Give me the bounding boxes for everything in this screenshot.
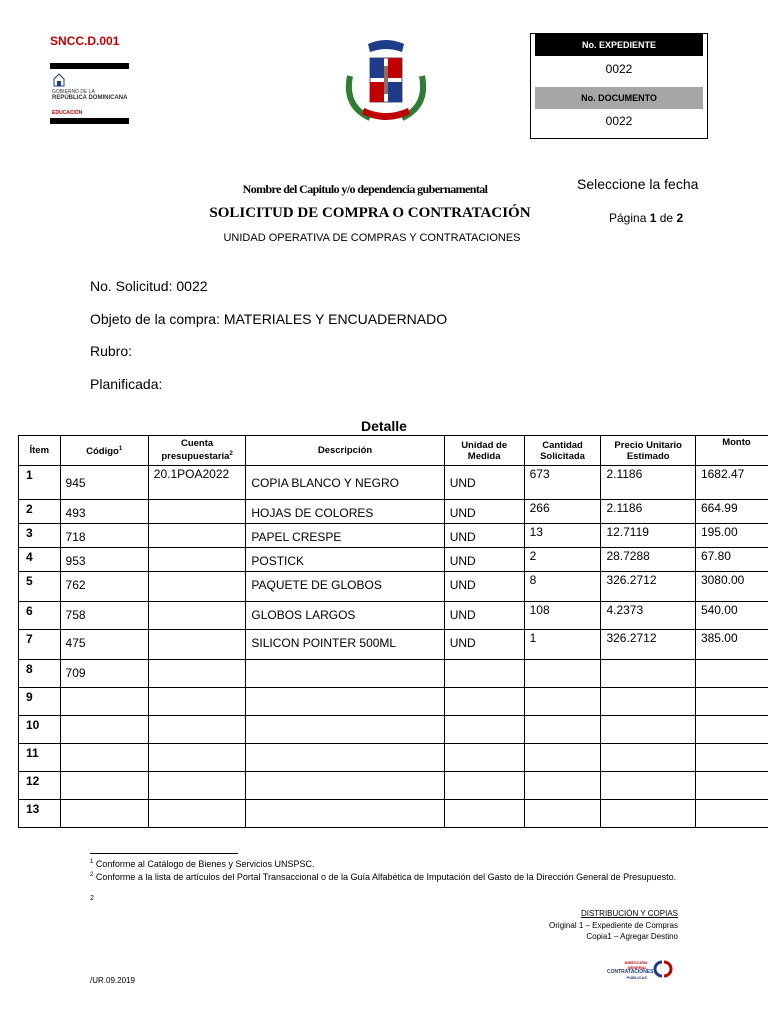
cell-unidad: UND (444, 630, 524, 660)
cell-unidad: UND (444, 602, 524, 630)
cell-precio (601, 744, 695, 772)
cell-unidad (444, 744, 524, 772)
header-unidad: Unidad de Medida (444, 436, 524, 466)
cell-cantidad: 13 (524, 524, 601, 548)
cell-precio: 326.2712 (601, 630, 695, 660)
footer-logo-line-2: CONTRATACIONES (607, 969, 654, 975)
detalle-title: Detalle (361, 418, 407, 434)
cell-monto: 540.00 (695, 602, 768, 630)
detalle-table (18, 435, 768, 828)
table-header-row (19, 436, 768, 466)
header-descripcion: Descripción (246, 436, 444, 466)
cell-cantidad: 673 (524, 466, 601, 500)
cell-precio: 2.1186 (601, 466, 695, 500)
cell-descripcion: SILICON POINTER 500ML (246, 630, 444, 660)
documento-label: No. DOCUMENTO (535, 87, 703, 109)
cell-unidad: UND (444, 466, 524, 500)
cell-monto: 1682.47 (695, 466, 768, 500)
cell-cuenta (148, 800, 246, 828)
cell-precio: 12.7119 (601, 524, 695, 548)
cell-item: 11 (19, 744, 61, 772)
cell-monto: 385.00 (695, 630, 768, 660)
rubro-field: Rubro: (90, 343, 133, 359)
page-subtitle: UNIDAD OPERATIVA DE COMPRAS Y CONTRATACIONES (223, 232, 521, 244)
table-row (19, 660, 768, 688)
table-row (19, 572, 768, 602)
cell-cantidad: 108 (524, 602, 601, 630)
table-row (19, 688, 768, 716)
expediente-label: No. EXPEDIENTE (535, 34, 703, 56)
cell-descripcion (246, 744, 444, 772)
cell-item: 6 (19, 602, 61, 630)
cell-item: 1 (19, 466, 61, 500)
footer-logo-line-3: PÚBLICAS (626, 975, 647, 980)
cell-monto (695, 744, 768, 772)
cell-codigo: 758 (60, 602, 148, 630)
expediente-value: 0022 (605, 62, 633, 76)
cell-cuenta (148, 548, 246, 572)
page-title: SOLICITUD DE COMPRA O CONTRATACIÓN (209, 205, 531, 221)
cell-descripcion (246, 800, 444, 828)
cell-descripcion: COPIA BLANCO Y NEGRO (246, 466, 444, 500)
cell-precio (601, 660, 695, 688)
cell-precio: 326.2712 (601, 572, 695, 602)
cell-cuenta (148, 524, 246, 548)
logo-line-2: REPÚBLICA DOMINICANA (52, 95, 128, 101)
cell-codigo: 493 (60, 500, 148, 524)
table-row (19, 630, 768, 660)
cell-item: 7 (19, 630, 61, 660)
cell-cuenta: 20.1POA2022 (148, 466, 246, 500)
cell-descripcion: HOJAS DE COLORES (246, 500, 444, 524)
logo-bar-bottom (50, 118, 129, 124)
table-row (19, 524, 768, 548)
cell-cuenta (148, 660, 246, 688)
cell-monto (695, 688, 768, 716)
cell-monto (695, 800, 768, 828)
cell-precio (601, 688, 695, 716)
cell-item: 5 (19, 572, 61, 602)
cell-codigo: 953 (60, 548, 148, 572)
table-row (19, 548, 768, 572)
cell-codigo: 475 (60, 630, 148, 660)
documento-value: 0022 (605, 114, 633, 128)
cell-unidad (444, 800, 524, 828)
cell-monto (695, 772, 768, 800)
cell-descripcion (246, 660, 444, 688)
cell-item: 8 (19, 660, 61, 688)
cell-codigo (60, 772, 148, 800)
footnote-1: $^1$ Conforme al Catálogo de Bienes y Servicios UNSPSC. (90, 859, 315, 869)
cell-unidad: UND (444, 500, 524, 524)
cell-cuenta (148, 602, 246, 630)
cell-cantidad: 1 (524, 630, 601, 660)
cell-descripcion: POSTICK (246, 548, 444, 572)
cell-codigo (60, 800, 148, 828)
cell-item: 4 (19, 548, 61, 572)
cell-cuenta (148, 744, 246, 772)
cell-codigo: 945 (60, 466, 148, 500)
cell-unidad: UND (444, 548, 524, 572)
distribution-line-2: Copia1 – Agregar Destino (586, 932, 678, 941)
cell-unidad (444, 716, 524, 744)
cell-cuenta (148, 688, 246, 716)
cell-monto: 3080.00 (695, 572, 768, 602)
form-code: SNCC.D.001 (50, 34, 120, 48)
footnote-2: $^2$ Conforme a la lista de artículos del Portal Transaccional o de la Guía Alfabética de Imputación del Gasto de la Dirección General de Presupuesto. (90, 872, 677, 882)
cell-unidad (444, 772, 524, 800)
cell-precio (601, 772, 695, 800)
cell-cantidad: 266 (524, 500, 601, 524)
cell-precio (601, 716, 695, 744)
cell-precio: 4.2373 (601, 602, 695, 630)
cell-cantidad (524, 660, 601, 688)
cell-item: 10 (19, 716, 61, 744)
page-number (609, 211, 683, 225)
cell-monto: 67.80 (695, 548, 768, 572)
cell-descripcion (246, 688, 444, 716)
cell-codigo (60, 744, 148, 772)
table-row (19, 800, 768, 828)
header-monto: Monto (695, 436, 768, 466)
page-sep: de (659, 211, 674, 225)
cp-logo-icon (650, 959, 676, 979)
cell-cantidad (524, 716, 601, 744)
cell-descripcion: PAPEL CRESPE (246, 524, 444, 548)
cell-unidad (444, 688, 524, 716)
cell-monto (695, 716, 768, 744)
cell-precio (601, 800, 695, 828)
logo-line-1: GOBIERNO DE LA (52, 89, 95, 95)
cell-codigo (60, 716, 148, 744)
cell-cantidad (524, 772, 601, 800)
cell-item: 3 (19, 524, 61, 548)
header-codigo: Código$^1$ (60, 436, 148, 466)
footer-code: /UR.09.2019 (90, 976, 135, 985)
cell-descripcion (246, 772, 444, 800)
table-row (19, 602, 768, 630)
cell-descripcion: GLOBOS LARGOS (246, 602, 444, 630)
cell-item: 12 (19, 772, 61, 800)
cell-monto (695, 660, 768, 688)
footnote-separator (90, 853, 238, 854)
cell-codigo: 762 (60, 572, 148, 602)
cell-unidad: UND (444, 524, 524, 548)
cell-cantidad (524, 800, 601, 828)
expediente-box (530, 33, 708, 139)
cell-descripcion: PAQUETE DE GLOBOS (246, 572, 444, 602)
page-current: 1 (649, 211, 657, 225)
solicitud-field: No. Solicitud: 0022 (90, 278, 208, 294)
cell-descripcion (246, 716, 444, 744)
cell-cuenta (148, 630, 246, 660)
cell-unidad (444, 660, 524, 688)
cell-cantidad: 8 (524, 572, 601, 602)
cell-cantidad (524, 688, 601, 716)
cell-item: 9 (19, 688, 61, 716)
header-cuenta: Cuenta presupuestaria$^2$ (148, 436, 246, 466)
cell-monto: 195.00 (695, 524, 768, 548)
cell-cantidad (524, 744, 601, 772)
table-row (19, 500, 768, 524)
cell-precio: 28.7288 (601, 548, 695, 572)
cell-item: 2 (19, 500, 61, 524)
contrataciones-publicas-logo (607, 958, 677, 980)
cell-cuenta (148, 500, 246, 524)
table-row (19, 716, 768, 744)
page-prefix: Página (609, 211, 647, 225)
cell-codigo: 709 (60, 660, 148, 688)
cell-codigo (60, 688, 148, 716)
cell-cuenta (148, 572, 246, 602)
cell-codigo: 718 (60, 524, 148, 548)
cell-monto: 664.99 (695, 500, 768, 524)
table-row (19, 744, 768, 772)
cell-unidad: UND (444, 572, 524, 602)
objeto-field: Objeto de la compra: MATERIALES Y ENCUADERNADO (90, 311, 448, 327)
distribution-title: DISTRIBUCIÓN Y COPIAS (580, 909, 678, 918)
logo-department: EDUCACIÓN (52, 110, 83, 116)
header-cantidad: Cantidad Solicitada (524, 436, 601, 466)
table-row (19, 466, 768, 500)
cell-cantidad: 2 (524, 548, 601, 572)
date-selector[interactable]: Seleccione la fecha (577, 176, 699, 192)
cell-precio: 2.1186 (601, 500, 695, 524)
table-row (19, 772, 768, 800)
cell-item: 13 (19, 800, 61, 828)
cell-cuenta (148, 772, 246, 800)
header-item: Ítem (19, 436, 61, 466)
header-precio: Precio Unitario Estimado (601, 436, 695, 466)
page-total: 2 (676, 211, 684, 225)
footnote-3: 2 (90, 895, 94, 902)
logo-bar-top (50, 63, 129, 69)
capitulo-title: Nombre del Capitulo y/o dependencia gubernamental (242, 182, 488, 196)
planificada-field: Planificada: (90, 376, 163, 392)
footer-logo-line-1: DIRECCIÓN GENERAL (624, 960, 647, 970)
coat-of-arms-icon (340, 36, 432, 133)
cell-cuenta (148, 716, 246, 744)
distribution-line-1: Original 1 – Expediente de Compras (549, 921, 678, 930)
